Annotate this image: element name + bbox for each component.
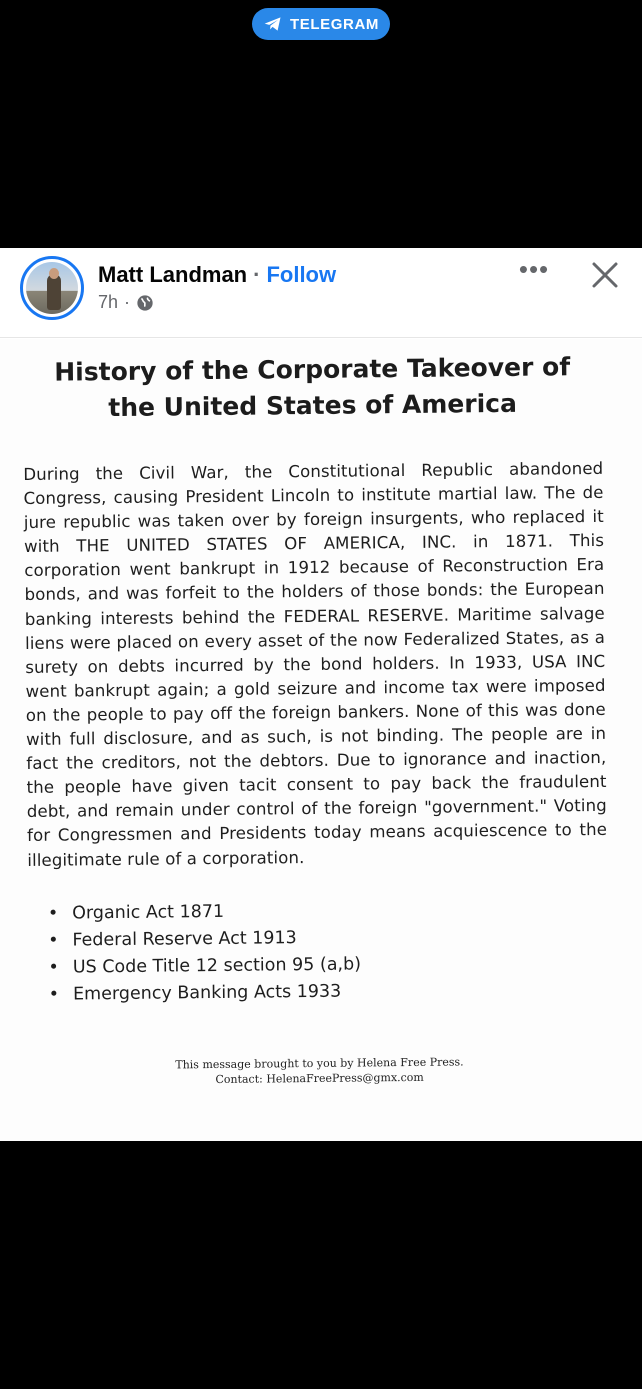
- document-title-line-2: the United States of America: [108, 388, 518, 423]
- post-image[interactable]: [0, 339, 642, 1141]
- avatar-photo: [26, 262, 78, 314]
- document-footer: [29, 1052, 609, 1088]
- follow-button[interactable]: Follow: [266, 262, 337, 287]
- document-body: During the Civil War, the Constitutional Republic abandoned Congress, causing President Lincoln to institute martial law. The de jure republic was taken over by foreign insurgents, who replaced it with THE UNITED STATES OF AMERICA, INC. in 1871. This corporation went bankrupt in 1912 because of Reconstruction Era bonds, and was forfeit to the holders of those bonds: the European banking interests behind the FEDERAL RESERVE. Maritime salvage liens were placed on every asset of the now Federalized States, as a surety on debts incurred by the bond holders. In 1933, USA INC went bankrupt again; a gold seizure and income tax were imposed on the people to pay off the foreign bankers. None of this was done with full disclosure, and as such, is not binding. The people are in fact the creditors, not the debtors. Due to ignorance and inaction, the people have given tacit consent to pay back the fraudulent debt, and remain under control of the foreign "government." Voting for Congressmen and Presidents today means acquiescence to the illegitimate rule of a corporation.: [23, 458, 608, 870]
- post-time[interactable]: 7h: [98, 292, 119, 312]
- footer-line-1: This message brought to you by Helena Free Press.: [175, 1055, 464, 1072]
- close-icon[interactable]: [590, 260, 620, 290]
- time-separator: ·: [124, 292, 131, 312]
- telegram-label: TELEGRAM: [290, 15, 379, 33]
- list-item: • Federal Reserve Act 1913: [48, 921, 628, 954]
- avatar[interactable]: [20, 256, 84, 320]
- list-item: • US Code Title 12 section 95 (a,b): [48, 948, 628, 981]
- list-item: • Organic Act 1871: [48, 894, 628, 927]
- document-title: [22, 349, 603, 427]
- document-list: [48, 894, 629, 1008]
- post-card: [0, 248, 642, 1141]
- footer-line-2: Contact: HelenaFreePress@gmx.com: [215, 1070, 424, 1086]
- author-line: [98, 262, 336, 288]
- author-name[interactable]: Matt Landman: [98, 262, 248, 287]
- post-meta: [98, 292, 154, 313]
- post-header: [0, 248, 642, 338]
- globe-icon: [136, 294, 154, 312]
- telegram-icon: [263, 14, 283, 34]
- document-content: [22, 345, 630, 1089]
- name-separator: ·: [253, 262, 261, 287]
- telegram-badge[interactable]: [252, 8, 390, 40]
- document-title-line-1: History of the Corporate Takeover of: [54, 352, 571, 387]
- list-item: • Emergency Banking Acts 1933: [49, 975, 629, 1008]
- more-options-button[interactable]: •••: [518, 254, 550, 284]
